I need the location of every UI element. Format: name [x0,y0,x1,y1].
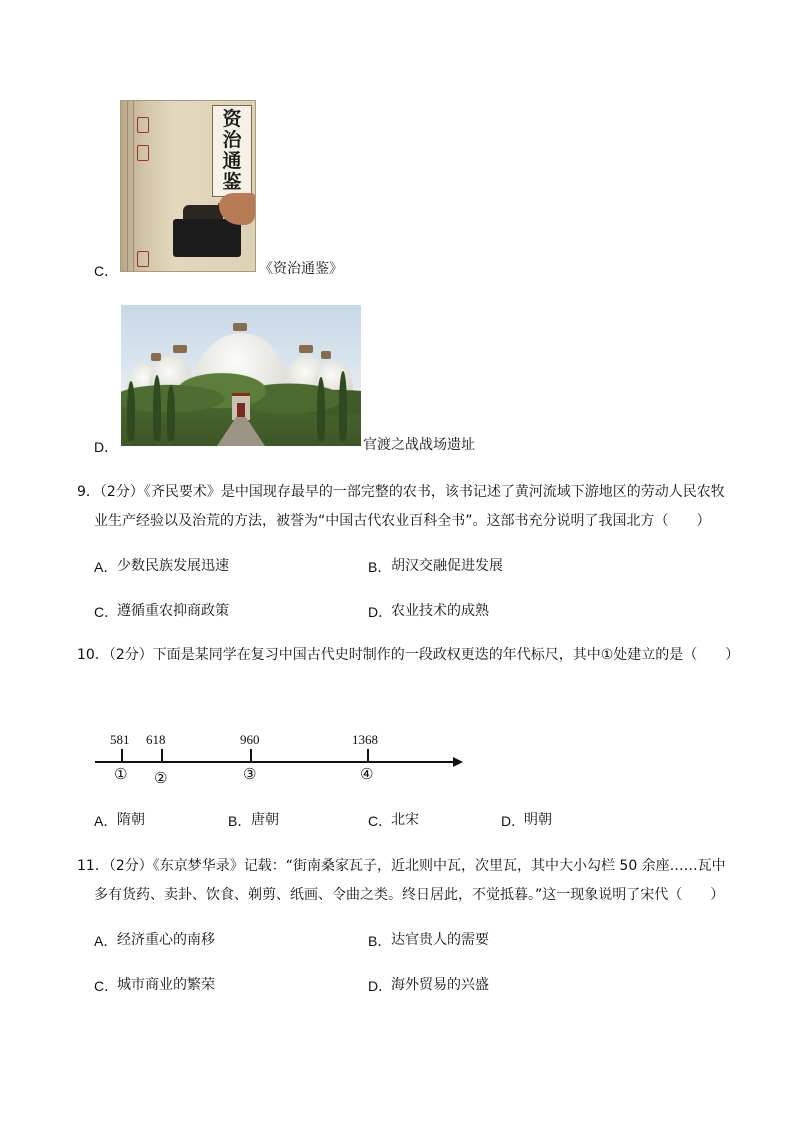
option-letter: C． [94,978,119,994]
question-11-line-1: 11．（2分）《东京梦华录》记载：“街南桑家瓦子，近北则中瓦，次里瓦，其中大小勾栏 50 余座……瓦中 [77,858,726,874]
timeline-tick [161,749,163,761]
option-letter: D． [368,978,393,994]
question-10-line-1: 10．（2分）下面是某同学在复习中国古代史时制作的一段政权更迭的年代标尺，其中①处建立的是（ ） [77,647,740,663]
option-letter: D． [94,439,119,455]
timeline-year: 960 [240,732,260,747]
book-title-box [212,105,252,197]
timeline-marker: ② [154,769,168,787]
option-letter: C． [94,263,119,279]
timeline-arrow-icon [453,757,463,767]
q11-option-d: 海外贸易的兴盛 [391,977,489,993]
q10-option-c: 北宋 [391,812,419,828]
timeline-tick [250,749,252,761]
question-11-line-2: 多有货药、卖卦、饮食、剃剪、纸画、令曲之类。终日居此，不觉抵暮。”这一现象说明了宋代（ ） [94,887,725,903]
timeline-tick [367,749,369,761]
book-title-char: 通 [222,150,242,172]
q9-option-b: 胡汉交融促进发展 [391,558,503,574]
timeline-year: 1368 [352,732,378,747]
q11-option-a: 经济重心的南移 [117,932,215,948]
seal-icon [137,145,149,161]
timeline-marker: ① [114,765,128,783]
timeline-marker: ③ [243,765,257,783]
timeline-tick [121,749,123,761]
option-letter: C． [94,604,119,620]
q9-option-a: 少数民族发展迅速 [117,558,229,574]
book-title-char: 治 [222,129,242,151]
guandu-battlefield-photo [121,305,361,446]
q9-option-c: 遵循重农抑商政策 [117,603,229,619]
q10-option-d: 明朝 [524,812,552,828]
option-d-caption: 官渡之战战场遗址 [363,437,475,453]
q10-option-b: 唐朝 [251,812,279,828]
question-9-line-2: 业生产经验以及治荒的方法，被誉为“中国古代农业百科全书”。这部书充分说明了我国北方（ ） [94,513,711,529]
q11-option-b: 达官贵人的需要 [391,932,489,948]
zizhi-tongjian-book-image [120,100,256,272]
option-letter: D． [368,604,393,620]
q9-option-d: 农业技术的成熟 [391,603,489,619]
option-letter: B． [368,933,392,949]
book-title-char: 鉴 [222,171,242,193]
option-letter: C． [368,813,393,829]
option-letter: D． [501,813,526,829]
option-letter: A． [94,813,118,829]
seal-icon [137,117,149,133]
q11-option-c: 城市商业的繁荣 [117,977,215,993]
option-letter: A． [94,933,118,949]
option-c-caption: 《资治通鉴》 [259,261,343,277]
option-letter: A． [94,559,118,575]
timeline-axis [95,761,455,763]
question-9-line-1: 9．（2分）《齐民要术》是中国现存最早的一部完整的农书，该书记述了黄河流域下游地区的劳动人民农牧 [77,484,725,500]
timeline-year: 581 [110,732,130,747]
option-letter: B． [368,559,392,575]
seal-icon [137,251,149,267]
q10-option-a: 隋朝 [117,812,145,828]
timeline-marker: ④ [360,765,374,783]
timeline-year: 618 [146,732,166,747]
book-title-char: 资 [222,108,242,130]
option-letter: B． [228,813,252,829]
